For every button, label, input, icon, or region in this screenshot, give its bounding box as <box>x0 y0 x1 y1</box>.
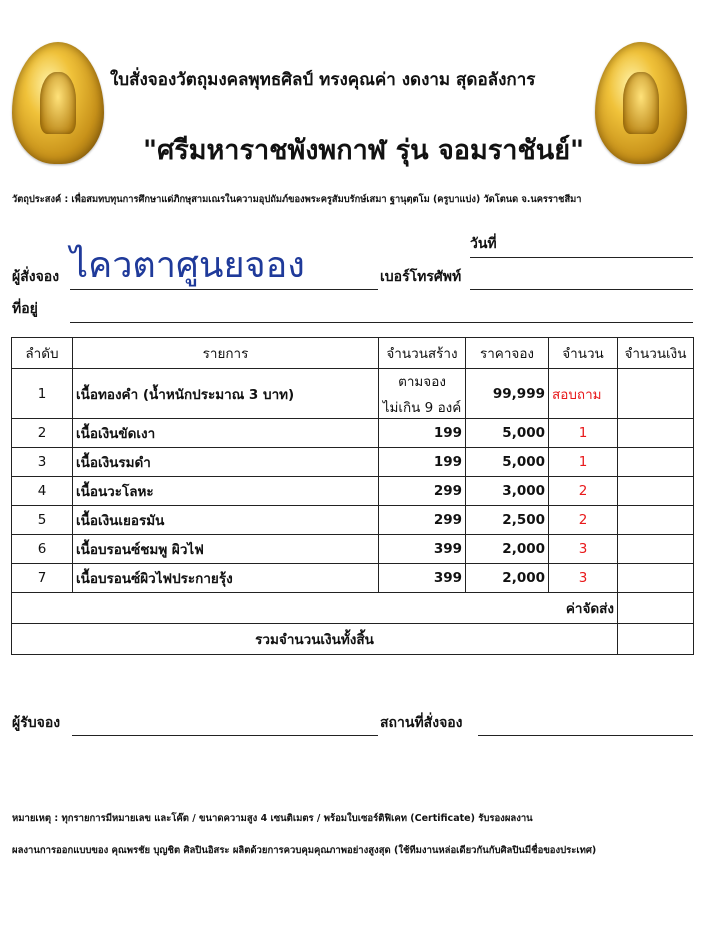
table-row <box>12 448 694 477</box>
header-line1: ใบสั่งจองวัตถุมงคลพุทธศิลป์ ทรงคุณค่า งดงาม สุดอลังการ <box>110 70 536 90</box>
amulet-image-left <box>12 42 104 164</box>
row-no: 1 <box>12 369 73 419</box>
row-qty[interactable]: สอบถาม <box>549 369 618 419</box>
row-price: 5,000 <box>466 448 549 477</box>
row-no: 4 <box>12 477 73 506</box>
col-header-qty: จำนวน <box>549 338 618 369</box>
row-made-line2: ไม่เกิน 9 องค์ <box>382 399 462 416</box>
row-made: 199 <box>379 448 466 477</box>
row-made: 399 <box>379 564 466 593</box>
receiver-field-line[interactable] <box>72 735 378 736</box>
row-amount[interactable] <box>618 369 694 419</box>
row-qty[interactable]: 3 <box>549 564 618 593</box>
place-field-line[interactable] <box>478 735 693 736</box>
row-price: 2,000 <box>466 564 549 593</box>
row-item: เนื้อเงินเยอรมัน <box>73 506 379 535</box>
table-header-row <box>12 338 694 369</box>
row-amount[interactable] <box>618 477 694 506</box>
row-amount[interactable] <box>618 448 694 477</box>
row-amount[interactable] <box>618 564 694 593</box>
address-field-line[interactable] <box>70 322 693 323</box>
place-label: สถานที่สั่งจอง <box>380 715 463 731</box>
table-row <box>12 419 694 448</box>
row-made: 299 <box>379 477 466 506</box>
col-header-no: ลำดับ <box>12 338 73 369</box>
shipping-row <box>12 593 694 624</box>
row-no: 5 <box>12 506 73 535</box>
row-qty[interactable]: 1 <box>549 448 618 477</box>
row-item: เนื้อบรอนซ์ผิวไฟประกายรุ้ง <box>73 564 379 593</box>
row-item: เนื้อเงินขัดเงา <box>73 419 379 448</box>
row-amount[interactable] <box>618 535 694 564</box>
row-qty[interactable]: 2 <box>549 506 618 535</box>
row-qty[interactable]: 3 <box>549 535 618 564</box>
table-row <box>12 506 694 535</box>
row-price: 99,999 <box>466 369 549 419</box>
row-no: 3 <box>12 448 73 477</box>
row-price: 2,000 <box>466 535 549 564</box>
row-price: 3,000 <box>466 477 549 506</box>
row-price: 2,500 <box>466 506 549 535</box>
row-qty[interactable]: 2 <box>549 477 618 506</box>
row-made: 399 <box>379 535 466 564</box>
row-no: 7 <box>12 564 73 593</box>
phone-label: เบอร์โทรศัพท์ <box>380 269 462 285</box>
total-label: รวมจำนวนเงินทั้งสิ้น <box>12 624 618 655</box>
header-line2: "ศรีมหาราชพังพกาฬ รุ่น จอมราชันย์" <box>143 135 585 166</box>
row-item: เนื้อบรอนซ์ชมพู ผิวไฟ <box>73 535 379 564</box>
col-header-price: ราคาจอง <box>466 338 549 369</box>
orderer-field-line[interactable] <box>70 289 378 290</box>
shipping-label: ค่าจัดส่ง <box>12 593 618 624</box>
row-no: 6 <box>12 535 73 564</box>
row-made <box>379 369 466 419</box>
phone-field-line[interactable] <box>470 289 693 290</box>
receiver-label: ผู้รับจอง <box>12 715 61 731</box>
row-made: 199 <box>379 419 466 448</box>
row-no: 2 <box>12 419 73 448</box>
total-row <box>12 624 694 655</box>
table-row <box>12 564 694 593</box>
order-items-table <box>11 337 694 655</box>
row-amount[interactable] <box>618 419 694 448</box>
orderer-value: ไควตาศูนยจอง <box>70 245 305 286</box>
date-label: วันที่ <box>470 236 497 252</box>
col-header-item: รายการ <box>73 338 379 369</box>
col-header-amount: จำนวนเงิน <box>618 338 694 369</box>
address-label: ที่อยู่ <box>12 301 38 317</box>
row-item: เนื้อเงินรมดำ <box>73 448 379 477</box>
row-amount[interactable] <box>618 506 694 535</box>
note-line2: ผลงานการออกแบบของ คุณพรชัย บุญชิต ศิลปินอิสระ ผลิตด้วยการควบคุมคุณภาพอย่างสูงสุด (ใช้ทีมงานหล่อเดียวกันกับศิลปินมีชื่อของประเทศ) <box>12 845 597 856</box>
purpose-text: วัตถุประสงค์ : เพื่อสมทบทุนการศึกษาแด่ภิกษุสามเณรในความอุปถัมภ์ของพระครูสัมบรักษ์เสมา ฐานุตฺตโม (ครูบาแบ่ง) วัดโตนด จ.นครราชสีมา <box>12 194 582 205</box>
row-price: 5,000 <box>466 419 549 448</box>
table-row <box>12 369 694 419</box>
row-item: เนื้อทองคำ (น้ำหนักประมาณ 3 บาท) <box>73 369 379 419</box>
note-line1: หมายเหตุ : ทุกรายการมีหมายเลข และโค๊ต / ขนาดความสูง 4 เซนติเมตร / พร้อมใบเซอร์ติฟิเคท (Certificate) รับรองผลงาน <box>12 813 533 824</box>
amulet-image-right <box>595 42 687 164</box>
orderer-label: ผู้สั่งจอง <box>12 269 60 285</box>
col-header-made: จำนวนสร้าง <box>379 338 466 369</box>
shipping-amount[interactable] <box>618 593 694 624</box>
table-row <box>12 477 694 506</box>
total-amount[interactable] <box>618 624 694 655</box>
row-qty[interactable]: 1 <box>549 419 618 448</box>
date-field-line[interactable] <box>470 257 693 258</box>
row-made: 299 <box>379 506 466 535</box>
table-row <box>12 535 694 564</box>
row-item: เนื้อนวะโลหะ <box>73 477 379 506</box>
row-made-line1: ตามจอง <box>398 373 446 390</box>
